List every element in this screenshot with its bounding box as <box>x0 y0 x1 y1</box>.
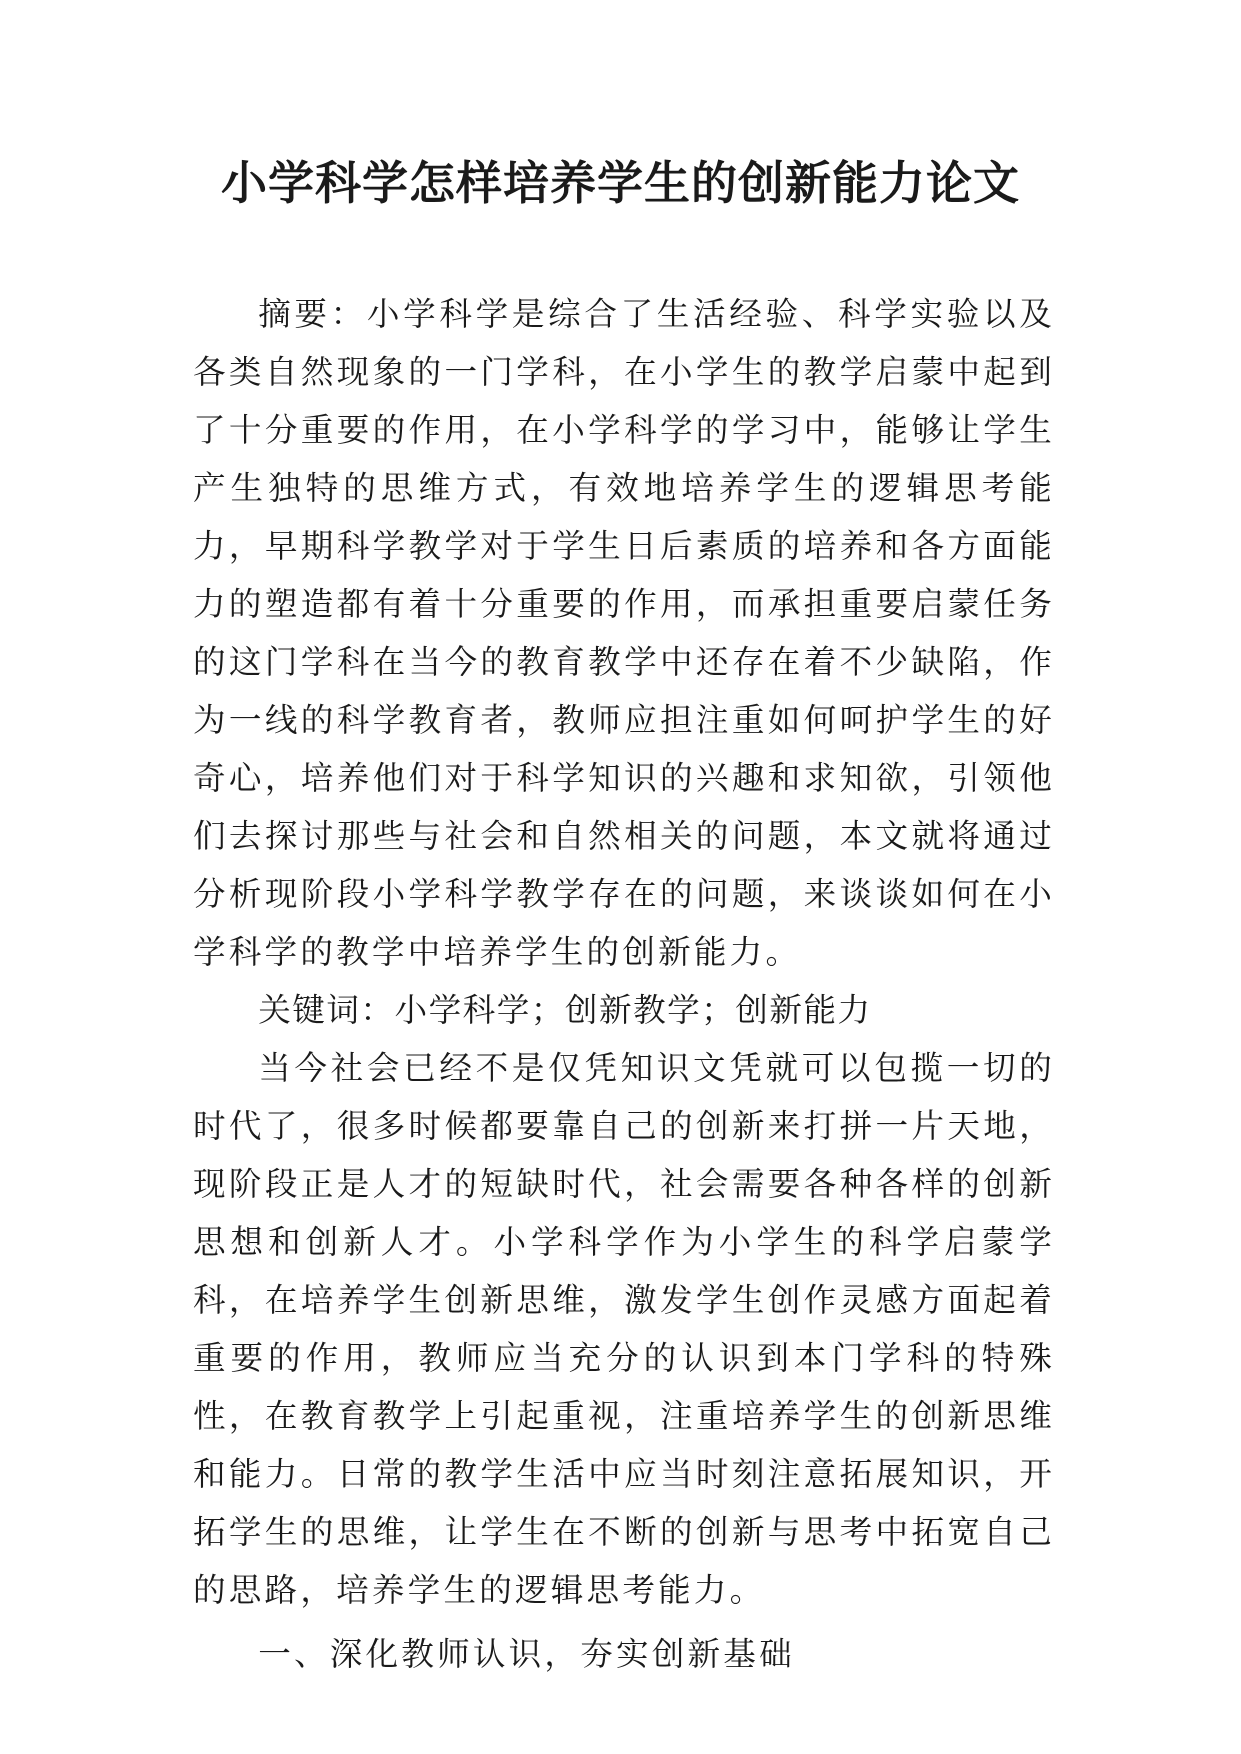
keywords-label: 关键词： <box>258 991 395 1029</box>
document-body <box>193 285 1055 1683</box>
abstract-text: 小学科学是综合了生活经验、科学实验以及各类自然现象的一门学科，在小学生的教学启蒙中起到了十分重要的作用，在小学科学的学习中，能够让学生产生独特的思维方式，有效地培养学生的逻辑思考能力，早期科学教学对于学生日后素质的培养和各方面能力的塑造都有着十分重要的作用，而承担重要启蒙任务的这门学科在当今的教育教学中还存在着不少缺陷，作为一线的科学教育者，教师应担注重如何呵护学生的好奇心，培养他们对于科学知识的兴趣和求知欲，引领他们去探讨那些与社会和自然相关的问题，本文就将通过分析现阶段小学科学教学存在的问题，来谈谈如何在小学科学的教学中培养学生的创新能力。 <box>193 295 1055 971</box>
abstract-paragraph <box>193 285 1055 981</box>
section-heading: 一、深化教师认识，夯实创新基础 <box>258 1635 795 1673</box>
page-title: 小学科学怎样培养学生的创新能力论文 <box>221 156 1020 210</box>
intro-paragraph: 当今社会已经不是仅凭知识文凭就可以包揽一切的时代了，很多时候都要靠自己的创新来打拼一片天地，现阶段正是人才的短缺时代，社会需要各种各样的创新思想和创新人才。小学科学作为小学生的科学启蒙学科，在培养学生创新思维，激发学生创作灵感方面起着重要的作用，教师应当充分的认识到本门学科的特殊性，在教育教学上引起重视，注重培养学生的创新思维和能力。日常的教学生活中应当时刻注意拓展知识，开拓学生的思维，让学生在不断的创新与思考中拓宽自己的思路，培养学生的逻辑思考能力。 <box>193 1049 1055 1609</box>
keywords-paragraph <box>193 981 1055 1039</box>
abstract-label: 摘要： <box>258 295 367 333</box>
keywords-text: 小学科学；创新教学；创新能力 <box>394 991 872 1029</box>
